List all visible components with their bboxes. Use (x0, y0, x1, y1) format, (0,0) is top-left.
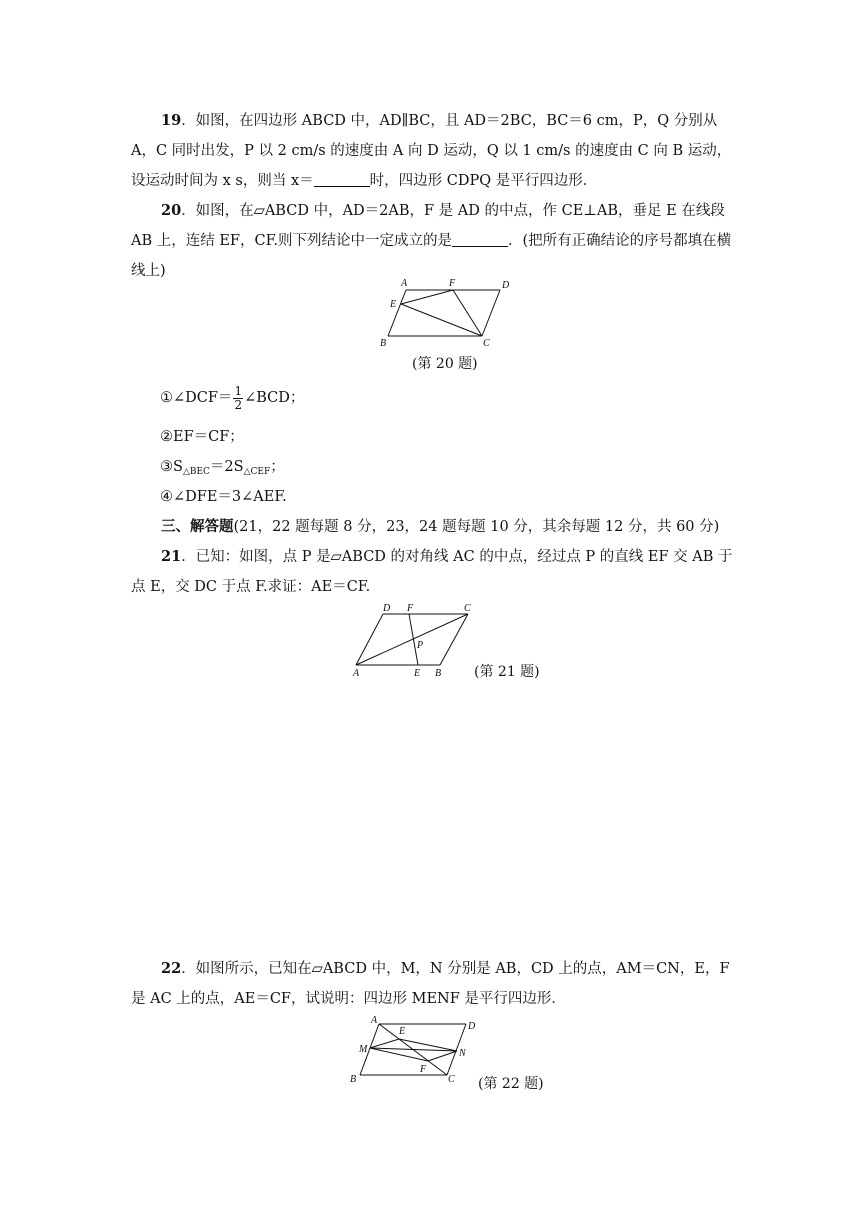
question-number: 22 (161, 960, 182, 977)
question-number: 21 (161, 548, 182, 565)
option-1: ①∠DCF＝ $\frac{1}{2}$ ∠BCD； (160, 383, 305, 412)
label-A: A (401, 278, 408, 289)
segment-ME (370, 1039, 399, 1048)
label-A: A (353, 668, 360, 679)
label-B: B (350, 1074, 357, 1085)
label-A: A (371, 1015, 378, 1026)
section-3-heading (131, 512, 743, 542)
label-D: D (502, 280, 510, 291)
edge-DA (356, 614, 383, 665)
label-C: C (483, 338, 490, 349)
question-text: ．如图，在四边形 ABCD 中，AD∥BC，且 AD＝2BC，BC＝6 cm，P，Q 分别从 A，C 同时出发，P 以 2 cm/s 的速度由 A 向 D 运动，Q 以 1 cm/s 的速度由 C 向 B 运动，设运动时间为 x s，则当 x＝ (131, 113, 732, 189)
question-19 (131, 106, 743, 196)
edge-AB (388, 290, 406, 336)
question-text: ．已知：如图，点 P 是▱ABCD 的对角线 AC 的中点，经过点 P 的直线 EF 交 AB 于点 E，交 DC 于点 F.求证：AE＝CF. (131, 549, 733, 595)
answer-blank[interactable] (314, 172, 370, 187)
label-E: E (414, 668, 421, 679)
question-number: 19 (161, 112, 182, 129)
figure-21 (348, 602, 480, 680)
question-21 (131, 542, 743, 602)
label-E: E (399, 1026, 406, 1037)
section-note: (21，22 题每题 8 分，23，24 题每题 10 分，其余每题 12 分，共 60 分) (233, 519, 720, 535)
figure-22-caption: (第 22 题) (478, 1076, 544, 1092)
edge-DC (482, 290, 500, 336)
figure-20 (376, 276, 516, 350)
section-title: 三、解答题 (161, 518, 234, 535)
label-C: C (448, 1074, 455, 1085)
label-E: E (390, 299, 397, 310)
diagonal-AC (356, 614, 468, 665)
label-M: M (359, 1044, 368, 1055)
label-D: D (383, 603, 391, 614)
label-P: P (417, 640, 424, 651)
option-4: ④∠DFE＝3∠AEF. (160, 489, 287, 505)
figure-22 (344, 1014, 484, 1086)
question-number: 20 (161, 202, 182, 219)
label-F: F (449, 278, 456, 289)
label-F: F (420, 1064, 427, 1075)
label-D: D (468, 1021, 476, 1032)
label-N: N (459, 1048, 466, 1059)
question-20 (131, 196, 743, 286)
answer-blank[interactable] (452, 232, 508, 247)
question-22 (131, 954, 743, 1014)
question-text-tail: ．(把所有正确结论的序号都填在横线上) (131, 233, 732, 279)
label-C: C (464, 603, 471, 614)
option-2: ②EF＝CF； (160, 429, 244, 445)
option-3: $③S_{\triangle BEC}=2S_{\triangle CEF}$； (160, 459, 285, 477)
figure-21-caption: (第 21 题) (474, 664, 540, 680)
fraction-one-half: $\frac{1}{2}$ (234, 383, 243, 412)
segment-EF (401, 290, 453, 304)
figure-20-caption: (第 20 题) (412, 356, 478, 372)
question-text-tail: 时，四边形 CDPQ 是平行四边形． (369, 173, 598, 189)
label-B: B (435, 668, 442, 679)
question-text: ．如图所示，已知在▱ABCD 中，M，N 分别是 AB，CD 上的点，AM＝CN，E，F 是 AC 上的点，AE＝CF，试说明：四边形 MENF 是平行四边形． (131, 961, 730, 1007)
segment-EC (401, 304, 482, 336)
edge-CB (440, 614, 468, 665)
segment-FC (453, 290, 482, 336)
label-F: F (407, 603, 414, 614)
label-B: B (380, 338, 387, 349)
question-text: ．如图，在▱ABCD 中，AD＝2AB，F 是 AD 的中点，作 CE⊥AB，垂足 E 在线段 AB 上，连结 EF，CF.则下列结论中一定成立的是 (131, 203, 725, 249)
